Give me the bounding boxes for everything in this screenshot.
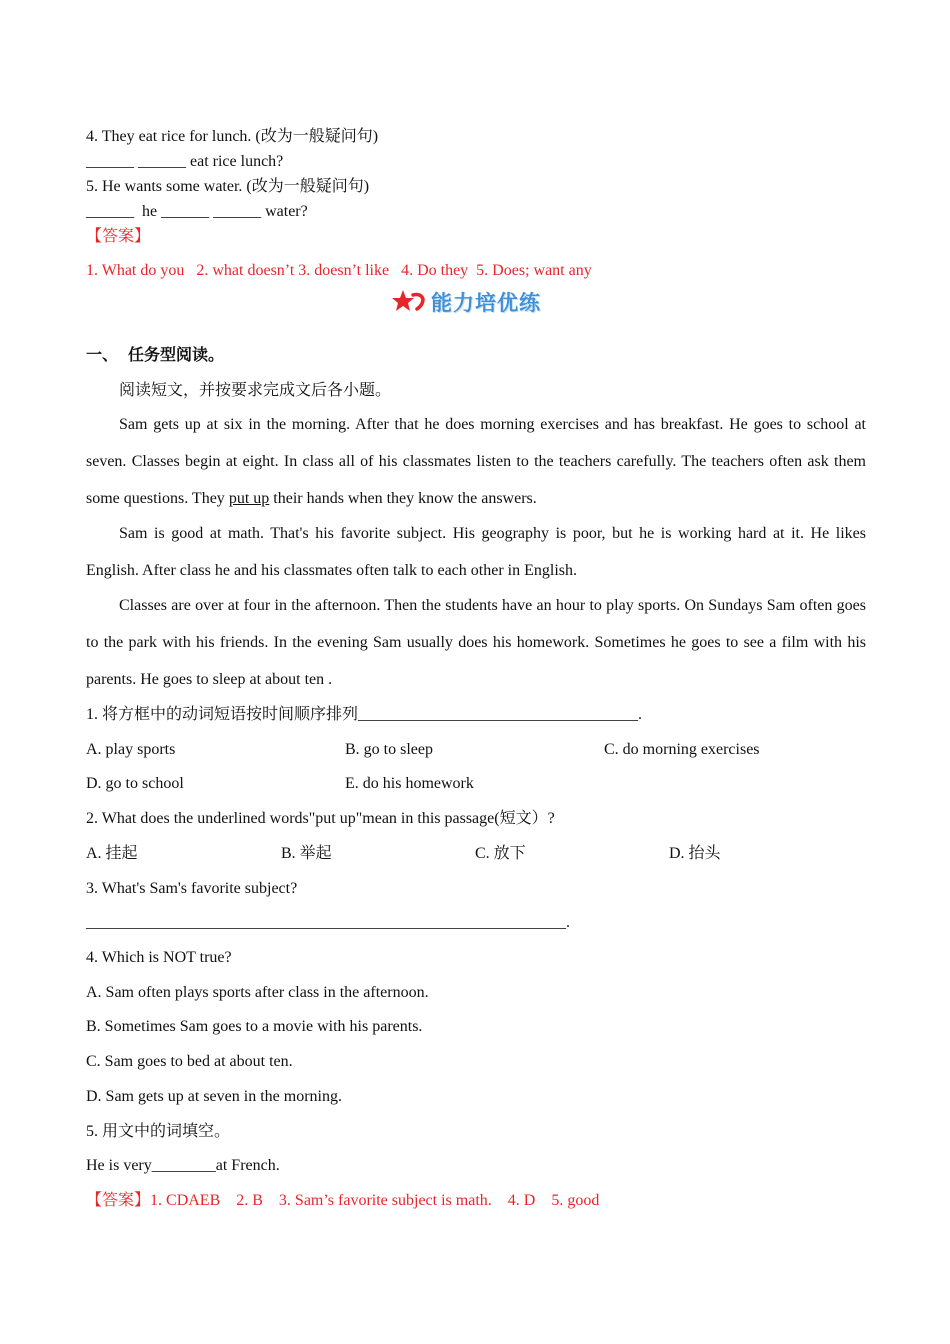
exercise-5: 5. He wants some water. (改为一般疑问句)	[86, 178, 370, 195]
q4-option-a: A. Sam often plays sports after class in the afternoon.	[86, 984, 429, 1001]
section-title: 任务型阅读。	[128, 347, 225, 364]
q4-option-c: C. Sam goes to bed at about ten.	[86, 1053, 293, 1070]
question-4: 4. Which is NOT true?	[86, 949, 232, 966]
question-1: 1. 将方框中的动词短语按时间顺序排列___________________________________.	[86, 706, 643, 723]
section-answer-label: 【答案】	[86, 1192, 151, 1209]
q2-option-b: B. 举起	[281, 845, 332, 862]
q1-option-a: A. play sports	[86, 741, 176, 758]
para1-text-b: their hands when they know the answers.	[269, 490, 537, 507]
question-5: 5. 用文中的词填空。	[86, 1123, 231, 1140]
section-number: 一、	[86, 347, 119, 364]
question-3-blank: ____________________________________________________________.	[86, 914, 570, 931]
question-3: 3. What's Sam's favorite subject?	[86, 880, 298, 897]
section-answers	[86, 1191, 599, 1211]
q1-option-b: B. go to sleep	[345, 741, 433, 758]
q4-option-b: B. Sometimes Sam goes to a movie with his parents.	[86, 1018, 423, 1035]
star-icon	[391, 289, 427, 315]
answer-text: 1. What do you 2. what doesn’t 3. doesn’t like 4. Do they 5. Does; want any	[86, 262, 592, 279]
para1-text-a: Sam gets up at six in the morning. After that he does morning exercises and has breakfast. He goes to school at seven. Classes begin at eight. In class all of his classmates listen to the teachers carefully. The teachers often ask them some questions. They	[86, 416, 866, 507]
q4-option-d: D. Sam gets up at seven in the morning.	[86, 1088, 342, 1105]
passage-paragraph-2: Sam is good at math. That's his favorite subject. His geography is poor, but he is working hard at it. He likes English. After class he and his classmates often talk to each other in English.	[86, 525, 866, 579]
exercise-4: 4. They eat rice for lunch. (改为一般疑问句)	[86, 128, 379, 145]
instruction: 阅读短文，并按要求完成文后各小题。	[119, 382, 392, 399]
exercise-5-blank: ______ he ______ ______ water?	[86, 203, 308, 220]
q2-option-c: C. 放下	[475, 845, 526, 862]
q1-option-d: D. go to school	[86, 775, 184, 792]
q1-option-c: C. do morning exercises	[604, 741, 760, 758]
question-2: 2. What does the underlined words"put up"mean in this passage(短文）?	[86, 810, 555, 827]
banner-title: 能力培优练	[431, 291, 541, 315]
underlined-phrase: put up	[228, 490, 270, 507]
q2-option-a: A. 挂起	[86, 845, 138, 862]
exercise-4-blank: ______ ______ eat rice lunch?	[86, 153, 284, 170]
q1-option-e: E. do his homework	[345, 775, 474, 792]
answer-label: 【答案】	[86, 228, 151, 245]
passage-paragraph-1	[86, 406, 866, 517]
section-answer-text: 1. CDAEB 2. B 3. Sam’s favorite subject is math. 4. D 5. good	[150, 1192, 600, 1209]
q2-option-d: D. 抬头	[669, 845, 721, 862]
question-5-text: He is very________at French.	[86, 1157, 280, 1174]
passage-paragraph-3: Classes are over at four in the afternoon. Then the students have an hour to play sports. On Sundays Sam often goes to the park with his friends. In the evening Sam usually does his homework. Sometimes he goes to see a film with his parents. He goes to sleep at about ten .	[86, 597, 866, 688]
section-banner	[391, 288, 541, 316]
